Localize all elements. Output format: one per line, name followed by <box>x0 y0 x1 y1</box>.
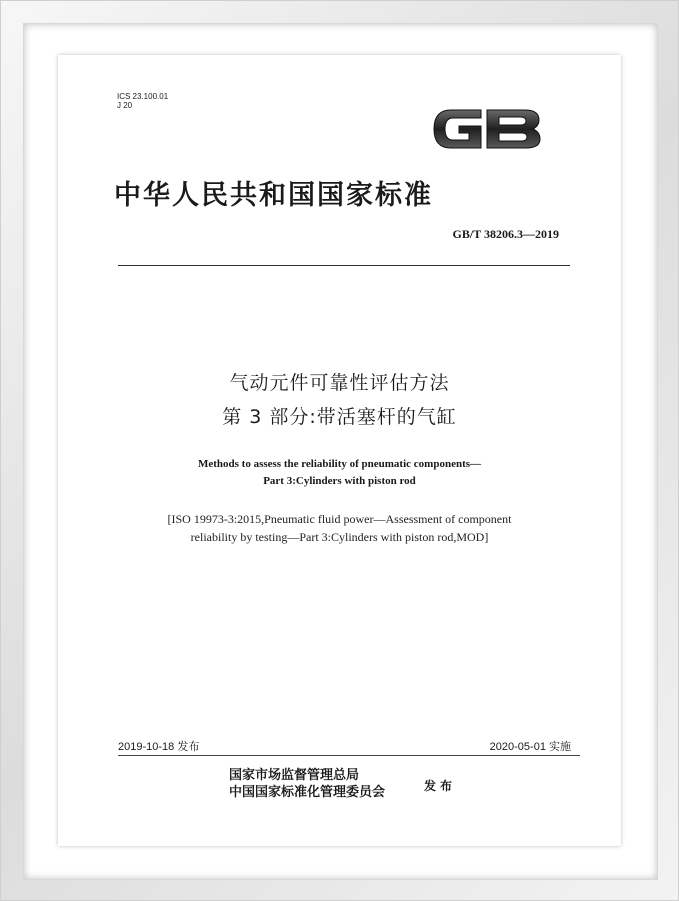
issuing-authorities <box>229 767 385 801</box>
chinese-title-line2: 第 3 部分:带活塞杆的气缸 <box>222 406 457 428</box>
iso-reference-line2: reliability by testing—Part 3:Cylinders with piston rod,MOD] <box>190 530 489 544</box>
footer-divider <box>118 755 580 756</box>
implementation-date: 2020-05-01 实施 <box>489 741 571 753</box>
chinese-title-line1: 气动元件可靠性评估方法 <box>229 372 450 394</box>
organization-title: 中华人民共和国国家标准 <box>114 180 433 211</box>
english-title-line1: Methods to assess the reliability of pneumatic components— <box>197 458 482 470</box>
ics-code: ICS 23.100.01 <box>117 92 169 101</box>
header-divider <box>118 265 570 266</box>
gb-logo-icon <box>431 102 543 156</box>
issuer-line2: 中国国家标准化管理委员会 <box>229 785 386 800</box>
issue-date: 2019-10-18 发布 <box>118 741 200 753</box>
standard-cover-page <box>58 55 621 846</box>
classification-codes <box>117 92 168 110</box>
issuer-line1: 国家市场监督管理总局 <box>229 768 360 783</box>
ccs-code: J 20 <box>117 101 133 110</box>
english-title-line2: Part 3:Cylinders with piston rod <box>263 475 416 487</box>
standard-code: GB/T 38206.3—2019 <box>452 227 559 241</box>
issue-action: 发布 <box>424 779 457 793</box>
iso-reference-line1: [ISO 19973-3:2015,Pneumatic fluid power—Assessment of component <box>167 512 512 526</box>
